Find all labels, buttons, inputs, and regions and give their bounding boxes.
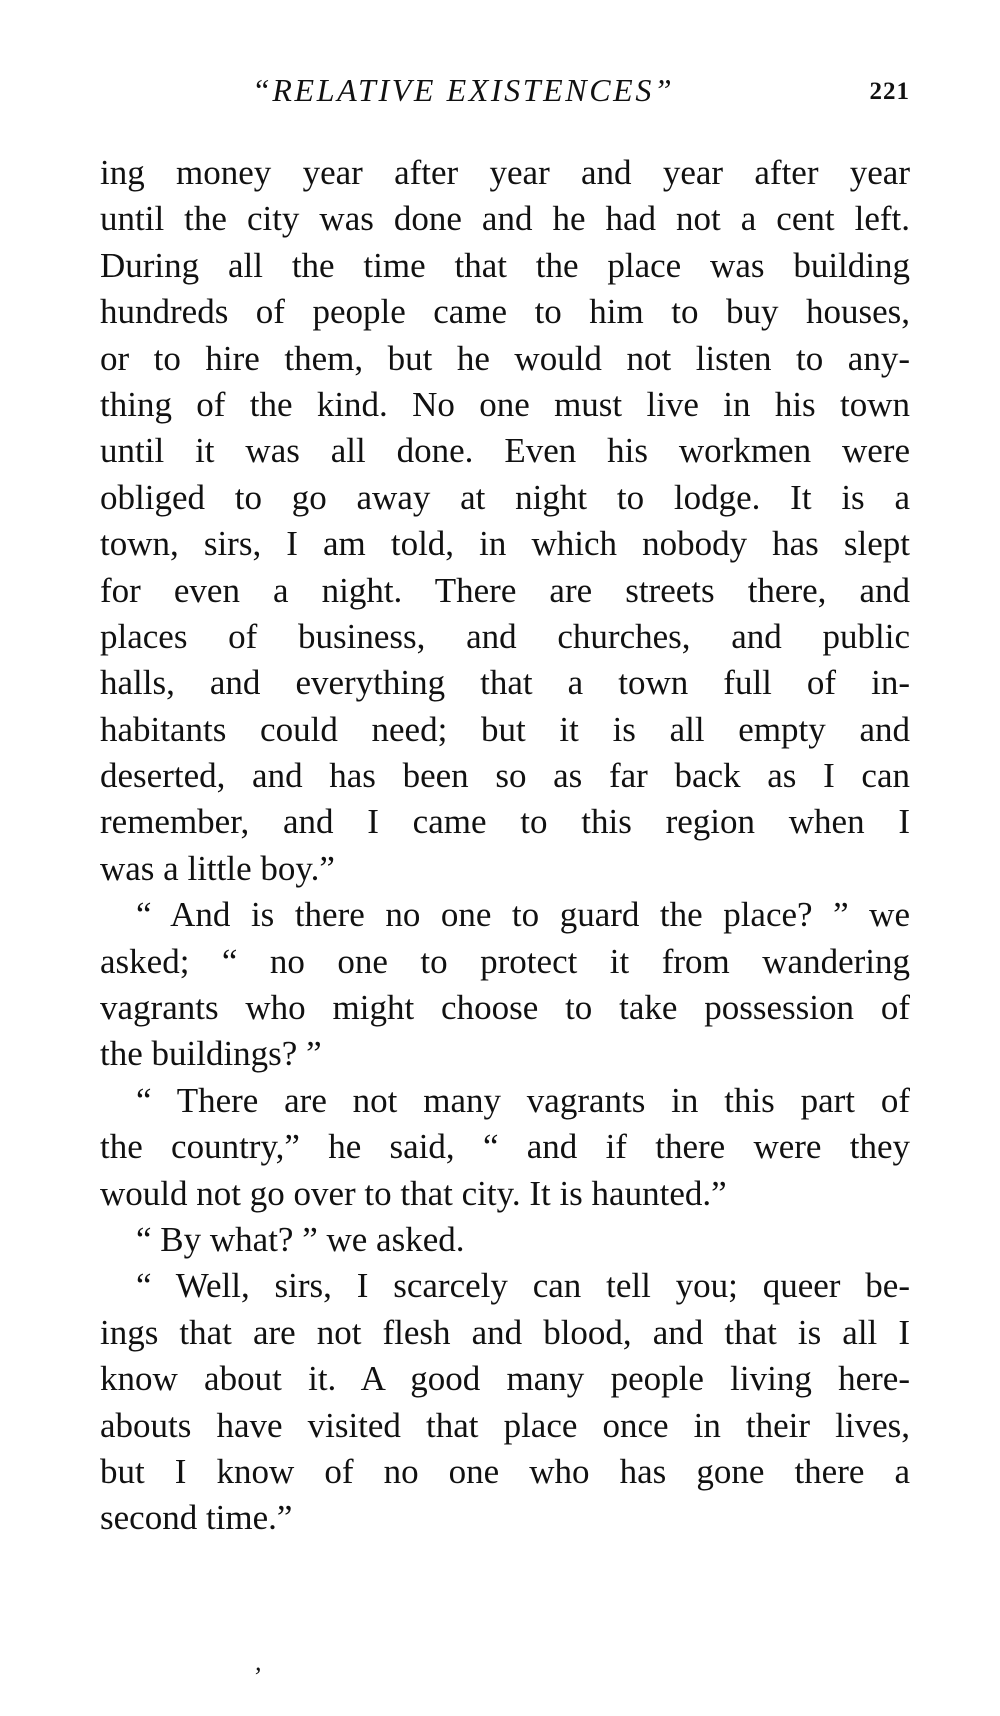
page-number: 221: [869, 78, 910, 105]
text-line: for even a night. There are streets there, and: [100, 570, 910, 610]
text-line: During all the time that the place was building: [100, 245, 910, 285]
text-line: ing money year after year and year after year: [100, 153, 910, 192]
text-line: until it was all done. Even his workmen were: [100, 431, 910, 471]
text-line: halls, and everything that a town full of in-: [100, 663, 910, 703]
paragraph-3: [100, 1078, 910, 1217]
text-line: “ There are not many vagrants in this part of: [136, 1080, 910, 1120]
text-line: thing of the kind. No one must live in his town: [100, 384, 910, 424]
running-title: “RELATIVE EXISTENCES”: [252, 72, 675, 108]
text-line: the country,” he said, “ and if there were they: [100, 1127, 910, 1167]
body-text: [100, 150, 910, 1542]
text-line: know about it. A good many people living here-: [100, 1359, 910, 1399]
paragraph-1: [100, 150, 910, 892]
text-line: or to hire them, but he would not listen to any-: [100, 338, 910, 378]
text-line: abouts have visited that place once in their lives,: [100, 1405, 910, 1445]
text-line: was a little boy.”: [100, 848, 335, 888]
text-line: until the city was done and he had not a cent left.: [100, 199, 910, 239]
text-line: “ By what? ” we asked.: [136, 1219, 465, 1259]
text-line: asked; “ no one to protect it from wandering: [100, 941, 910, 981]
text-line: remember, and I came to this region when I: [100, 802, 910, 842]
text-line: hundreds of people came to him to buy houses,: [100, 292, 910, 332]
text-line: but I know of no one who has gone there a: [100, 1451, 910, 1491]
text-line: would not go over to that city. It is haunted.”: [100, 1173, 727, 1213]
text-line: “ And is there no one to guard the place? ” we: [136, 895, 910, 935]
paragraph-2: [100, 892, 910, 1078]
text-line: habitants could need; but it is all empty and: [100, 709, 910, 749]
text-line: second time.”: [100, 1498, 293, 1538]
stray-ink-mark: ’: [252, 1662, 261, 1691]
running-header: [100, 70, 910, 110]
text-line: the buildings? ”: [100, 1034, 322, 1074]
text-line: places of business, and churches, and public: [100, 616, 910, 656]
text-line: vagrants who might choose to take possession of: [100, 988, 910, 1028]
text-line: town, sirs, I am told, in which nobody has slept: [100, 524, 910, 564]
paragraph-4: [100, 1217, 910, 1263]
text-line: ings that are not flesh and blood, and that is all I: [100, 1312, 910, 1352]
text-line: deserted, and has been so as far back as I can: [100, 756, 910, 796]
text-line: obliged to go away at night to lodge. It is a: [100, 477, 910, 517]
paragraph-5: [100, 1263, 910, 1541]
text-line: “ Well, sirs, I scarcely can tell you; queer be-: [136, 1266, 910, 1306]
